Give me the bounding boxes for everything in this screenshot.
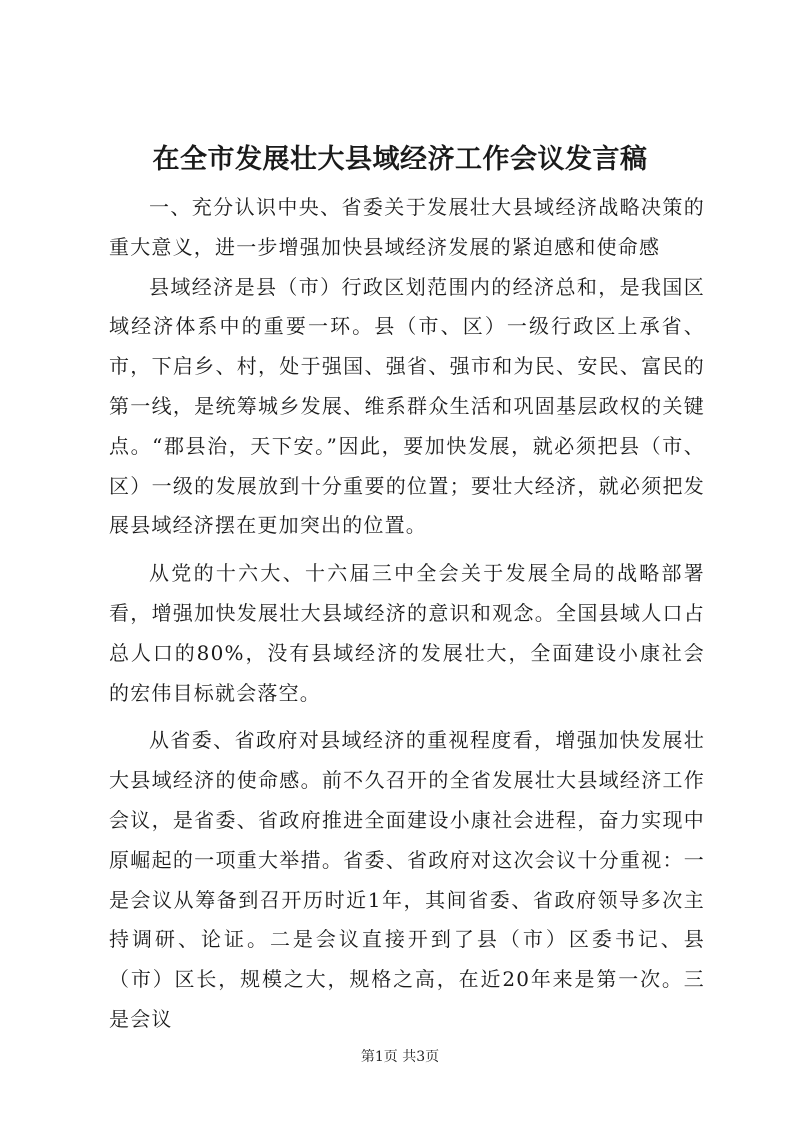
document-title: 在全市发展壮大县域经济工作会议发言稿 [152,144,648,175]
document-body [109,188,705,1040]
page-footer [0,1047,800,1067]
paragraph: 从省委、省政府对县域经济的重视程度看，增强加快发展壮大县域经济的使命感。前不久召开的全省发展壮大县域经济工作会议，是省委、省政府推进全面建设小康社会进程，奋力实现中原崛起的一项重大举措。省委、省政府对这次会议十分重视：一是会议从筹备到召开历时近1年，其间省委、省政府领导多次主持调研、论证。二是会议直接开到了县（市）区委书记、县（市）区长，规模之大，规格之高，在近20年来是第一次。三是会议 [109,728,705,1031]
page-number: 第1页 共3页 [360,1049,440,1065]
paragraph: 县域经济是县（市）行政区划范围内的经济总和，是我国区域经济体系中的重要一环。县（市、区）一级行政区上承省、市，下启乡、村，处于强国、强省、强市和为民、安民、富民的第一线，是统筹城乡发展、维系群众生活和巩固基层政权的关键点。“郡县治，天下安。”因此，要加快发展，就必须把县（市、区）一级的发展放到十分重要的位置；要壮大经济，就必须把发展县域经济摆在更加突出的位置。 [109,274,705,538]
section-heading: 一、充分认识中央、省委关于发展壮大县域经济战略决策的重大意义，进一步增强加快县域经济发展的紧迫感和使命感 [109,195,705,259]
paragraph: 从党的十六大、十六届三中全会关于发展全局的战略部署看，增强加快发展壮大县域经济的意识和观念。全国县域人口占总人口的80%，没有县域经济的发展壮大，全面建设小康社会的宏伟目标就会落空。 [109,561,705,705]
